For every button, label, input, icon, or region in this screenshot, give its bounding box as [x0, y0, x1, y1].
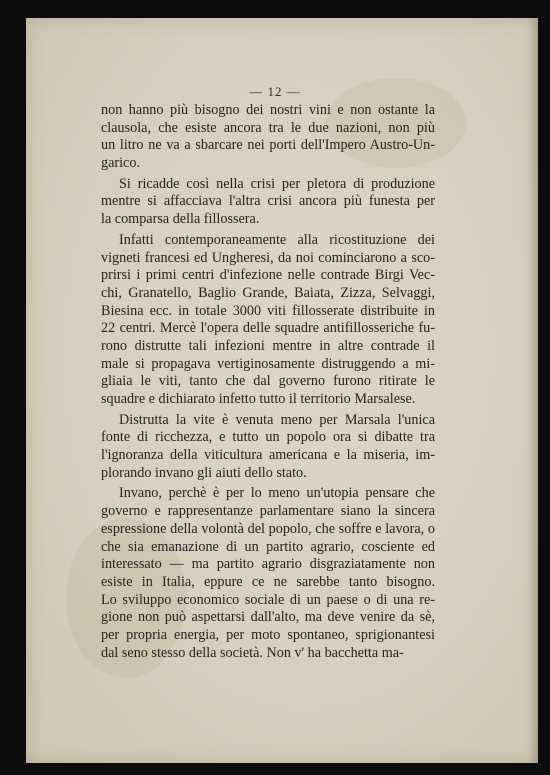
- text-line: Infatti contemporaneamente alla ricostituzione dei: [119, 231, 435, 248]
- text-line: espressione della volontà del popolo, che soffre e lavora, o: [101, 520, 435, 537]
- text-line: 22 centri. Mercè l'opera delle squadre antifillosseriche fu-: [101, 320, 435, 337]
- text-line: plorando invano gli aiuti dello stato.: [101, 464, 307, 481]
- text-line: esiste in Italia, eppure ce ne sarebbe tanto bisogno.: [101, 573, 435, 590]
- text-line: Lo sviluppo economico sociale di un paese o di una re-: [101, 591, 435, 608]
- text-line: Si ricadde così nella crisi per pletora di produzione: [119, 175, 435, 192]
- text-line: vigneti francesi ed Ungheresi, da noi cominciarono a sco-: [101, 249, 435, 266]
- text-line: chi, Granatello, Baglio Grande, Baiata, Zizza, Selvaggi,: [101, 284, 435, 301]
- text-line: prirsi i primi centri d'infezione nelle contrade Birgi Vec-: [101, 267, 435, 284]
- page-edge-shadow: [528, 18, 538, 763]
- body-text: [101, 102, 435, 662]
- text-line: Biesina ecc. in totale 3000 viti fillosserate distribuite in: [101, 302, 435, 319]
- page-number: — 12 —: [249, 84, 301, 99]
- text-line: per propria energia, per moto spontaneo, sprigionantesi: [101, 626, 435, 643]
- text-line: governo e rappresentanze parlamentare siano la sincera: [101, 503, 435, 520]
- text-line: l'ignoranza della viticultura americana e la miseria, im-: [101, 447, 435, 464]
- text-line: un litro ne va a sbarcare nei porti dell'Impero Austro-Un-: [101, 137, 435, 154]
- text-line: mentre si affacciava l'altra crisi ancora più funesta per: [101, 193, 435, 210]
- paragraph: [101, 412, 435, 483]
- text-line: fonte di ricchezza, e tutto un popolo ora si dibatte tra: [101, 429, 435, 446]
- text-line: rono distrutte tali infezioni mentre in altre contrade il: [101, 337, 435, 354]
- text-line: gliaia le viti, tanto che dal governo furono ritirate le: [101, 373, 435, 390]
- paragraph: [101, 232, 435, 409]
- text-line: Invano, perchè è per lo meno un'utopia pensare che: [119, 485, 435, 502]
- text-line: gione non può aspettarsi dall'alto, ma deve venire da sè,: [101, 609, 435, 626]
- paragraph: [101, 102, 435, 173]
- text-line: garico.: [101, 155, 140, 172]
- paragraph: [101, 485, 435, 662]
- text-line: che sia emanazione di un partito agrario, cosciente ed: [101, 538, 435, 555]
- text-line: squadre e dichiarato infetto tutto il territorio Marsalese.: [101, 391, 416, 407]
- text-line: dal seno stesso della società. Non v' ha bacchetta ma-: [101, 644, 404, 661]
- text-line: non hanno più bisogno dei nostri vini e non ostante la: [101, 102, 435, 118]
- text-line: male si propagava vertiginosamente distruggendo a mi-: [101, 355, 435, 372]
- text-line: la comparsa della fillossera.: [101, 211, 260, 228]
- text-line: Distrutta la vite è venuta meno per Marsala l'unica: [119, 411, 435, 428]
- text-line: interessato — ma partito agrario disgraziatamente non: [101, 556, 435, 573]
- text-line: clausola, che esiste ancora tra le due nazioni, non più: [101, 119, 435, 136]
- paragraph: [101, 176, 435, 229]
